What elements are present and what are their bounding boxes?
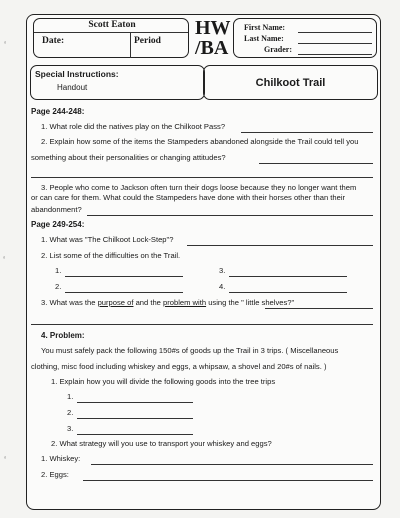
s3-trip3-answer[interactable] — [77, 434, 193, 435]
binder-mark-bottom: ‘ — [4, 455, 7, 466]
s1-q3-line1: 3. People who come to Jackson often turn their dogs loose because they no longer want them — [41, 183, 357, 192]
s2-item3-num: 3. — [219, 266, 226, 275]
worksheet-title: Chilkoot Trail — [255, 77, 326, 89]
s1-q2-line1: 2. Explain how some of the items the Stampeders abandoned alongside the Trail could tell you — [41, 137, 359, 146]
s2-q3-answer-2[interactable] — [31, 324, 373, 325]
s3-trip3-num: 3. — [67, 424, 74, 433]
s1-q2-line2: something about their personalities or changing attitudes? — [31, 153, 226, 162]
special-instructions-value: Handout — [57, 83, 88, 92]
teacher-divider — [34, 32, 188, 33]
s2-item4-num: 4. — [219, 282, 226, 291]
s2-q3-underline-2: problem with — [163, 298, 207, 307]
s3-whiskey-answer[interactable] — [91, 464, 373, 465]
s2-q3-post: using the " little shelves?" — [206, 298, 295, 307]
s3-problem-line2: clothing, misc food including whiskey and eggs, a whipsaw, a shovel and 20#s of nails. ) — [31, 362, 327, 371]
section1-heading: Page 244-248: — [31, 107, 85, 116]
s2-item4-answer[interactable] — [229, 292, 347, 293]
s2-q3 — [41, 298, 294, 308]
s2-item1-num: 1. — [55, 266, 62, 275]
period-label: Period — [134, 36, 161, 46]
binder-mark-top: ‘ — [4, 40, 7, 51]
s2-q3-pre: 3. What was the — [41, 298, 98, 307]
s1-q2-answer[interactable] — [259, 163, 373, 164]
s3-trip1-num: 1. — [67, 392, 74, 401]
s2-q1: 1. What was "The Chilkoot Lock-Step"? — [41, 235, 174, 244]
binder-mark-middle: ‘ — [3, 255, 6, 266]
s1-q1: 1. What role did the natives play on the Chilkoot Pass? — [41, 122, 226, 131]
first-name-field[interactable] — [298, 32, 372, 33]
s3-eggs-answer[interactable] — [83, 480, 373, 481]
s3-whiskey-label: 1. Whiskey: — [41, 454, 81, 463]
s1-q1-answer[interactable] — [241, 132, 373, 133]
s2-q1-answer[interactable] — [187, 245, 373, 246]
section2-heading: Page 249-254: — [31, 220, 85, 229]
last-name-field[interactable] — [298, 43, 372, 44]
s1-q3-answer[interactable] — [87, 215, 373, 216]
s2-q3-mid: and the — [133, 298, 164, 307]
special-instructions-box — [30, 65, 205, 100]
last-name-label: Last Name: — [244, 34, 284, 43]
special-instructions-label: Special Instructions: — [35, 69, 119, 79]
s3-problem-line1: You must safely pack the following 150#s of goods up the Trail in 3 trips. ( Miscellaneous — [41, 346, 339, 355]
hw-label: HW — [195, 17, 231, 39]
s3-trip1-answer[interactable] — [77, 402, 193, 403]
s3-q2: 2. What strategy will you use to transport your whiskey and eggs? — [51, 439, 272, 448]
section3-heading: 4. Problem: — [41, 331, 85, 340]
ba-label: /BA — [195, 37, 229, 59]
s1-q2-answer-2[interactable] — [31, 177, 373, 178]
grader-label: Grader: — [264, 45, 292, 54]
s2-item2-num: 2. — [55, 282, 62, 291]
s2-q2: 2. List some of the difficulties on the Trail. — [41, 251, 181, 260]
teacher-name: Scott Eaton — [88, 20, 136, 30]
date-label: Date: — [42, 36, 65, 46]
worksheet — [26, 14, 381, 510]
student-name-box — [233, 18, 377, 58]
title-box — [203, 65, 378, 100]
s3-trip2-answer[interactable] — [77, 418, 193, 419]
period-divider — [130, 33, 131, 58]
s2-item3-answer[interactable] — [229, 276, 347, 277]
date-period-box — [33, 18, 189, 58]
s1-q3-line2: or can care for them. What could the Stampeders have done with their horses other than their — [31, 193, 346, 202]
s1-q3-line3: abandonment? — [31, 205, 82, 214]
s3-eggs-label: 2. Eggs: — [41, 470, 69, 479]
s3-trip2-num: 2. — [67, 408, 74, 417]
grader-field[interactable] — [298, 54, 372, 55]
s2-q3-answer[interactable] — [265, 308, 373, 309]
s3-q1: 1. Explain how you will divide the following goods into the tree trips — [51, 377, 276, 386]
first-name-label: First Name: — [244, 23, 286, 32]
s2-item1-answer[interactable] — [65, 276, 183, 277]
s2-q3-underline-1: purpose of — [97, 298, 134, 307]
s2-item2-answer[interactable] — [65, 292, 183, 293]
